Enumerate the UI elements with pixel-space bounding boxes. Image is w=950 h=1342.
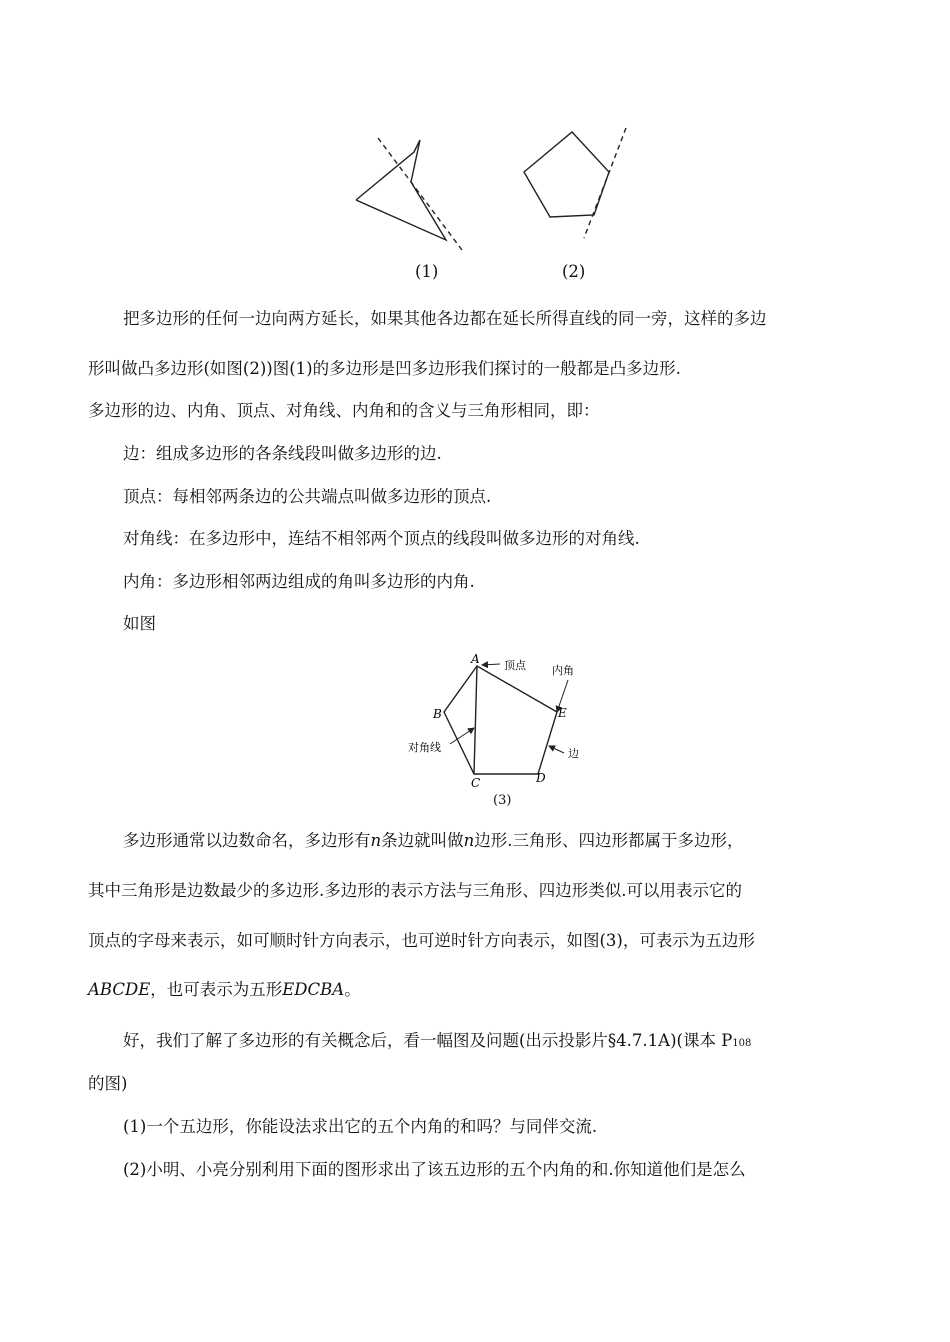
paragraph-naming-line4 <box>88 976 361 1000</box>
variable-n-2: n <box>463 831 475 850</box>
convex-pentagon-figure <box>524 128 626 238</box>
label-diagonal: 对角线 <box>408 741 441 754</box>
extension-dashed-line <box>378 138 462 250</box>
paragraph-next-line1 <box>123 1027 751 1051</box>
page-subscript: 108 <box>732 1038 752 1049</box>
paragraph-intro: 多边形的边、内角、顶点、对角线、内角和的含义与三角形相同，即： <box>88 401 600 420</box>
paragraph-convex-line1: 把多边形的任何一边向两方延长，如果其他各边都在延长所得直线的同一旁，这样的多边 <box>123 309 767 328</box>
paragraph-as-figure: 如图 <box>123 614 156 633</box>
extension-dashed-line-2 <box>584 128 626 238</box>
next-text: 好，我们了解了多边形的有关概念后，看一幅图及问题(出示投影片§4.7.1A)(课本 P <box>123 1031 733 1050</box>
definition-interior-angle: 内角：多边形相邻两边组成的角叫多边形的内角. <box>123 572 475 591</box>
definition-diagonal: 对角线：在多边形中，连结不相邻两个顶点的线段叫做多边形的对角线. <box>123 529 640 548</box>
arrow-vertex <box>482 664 500 665</box>
label-a: A <box>471 652 480 666</box>
naming-text-b: 条边就叫做 <box>381 831 464 850</box>
paragraph-naming-line3: 顶点的字母来表示，如可顺时针方向表示，也可逆时针方向表示，如图(3)，可表示为五边形 <box>88 931 755 950</box>
definition-vertex: 顶点：每相邻两条边的公共端点叫做多边形的顶点. <box>123 487 492 506</box>
label-e: E <box>558 706 567 720</box>
figures-1-2 <box>340 120 640 290</box>
figure-3 <box>400 650 600 815</box>
question-2: (2)小明、小亮分别利用下面的图形求出了该五边形的五个内角的和.你知道他们是怎么 <box>123 1160 746 1179</box>
label-interior-angle: 内角 <box>552 664 574 677</box>
paragraph-naming-line1 <box>123 827 744 851</box>
paragraph-convex-line2: 形叫做凸多边形(如图(2))图(1)的多边形是凹多边形我们探讨的一般都是凸多边形. <box>88 359 681 378</box>
figure-1-caption: (1) <box>415 262 439 281</box>
label-d: D <box>536 771 546 785</box>
naming-text-c: 边形.三角形、四边形都属于多边形， <box>474 831 744 850</box>
diagonal-ac <box>474 666 477 774</box>
paragraph-next-line2: 的图) <box>88 1074 128 1093</box>
concave-polygon <box>356 140 446 240</box>
figure-2-caption: (2) <box>562 262 586 281</box>
concave-polygon-figure <box>356 138 462 250</box>
label-b: B <box>433 707 442 721</box>
figure-3-caption: (3) <box>493 793 512 808</box>
label-side: 边 <box>568 747 579 760</box>
name-abcde: ABCDE <box>88 980 151 999</box>
naming-period: 。 <box>344 980 361 999</box>
question-1: (1)一个五边形，你能设法求出它的五个内角的和吗？与同伴交流. <box>123 1117 598 1136</box>
definition-side: 边：组成多边形的各条线段叫做多边形的边. <box>123 444 442 463</box>
arrow-side <box>549 746 564 753</box>
naming-text-a: 多边形通常以边数命名，多边形有 <box>123 831 371 850</box>
naming-text-d: ，也可表示为五形 <box>150 980 283 999</box>
label-c: C <box>471 776 481 790</box>
pentagon-abcde <box>444 666 557 774</box>
label-vertex: 顶点 <box>504 659 526 672</box>
name-edcba: EDCBA <box>282 980 345 999</box>
paragraph-naming-line2: 其中三角形是边数最少的多边形.多边形的表示方法与三角形、四边形类似.可以用表示它的 <box>88 881 742 900</box>
variable-n: n <box>370 831 382 850</box>
